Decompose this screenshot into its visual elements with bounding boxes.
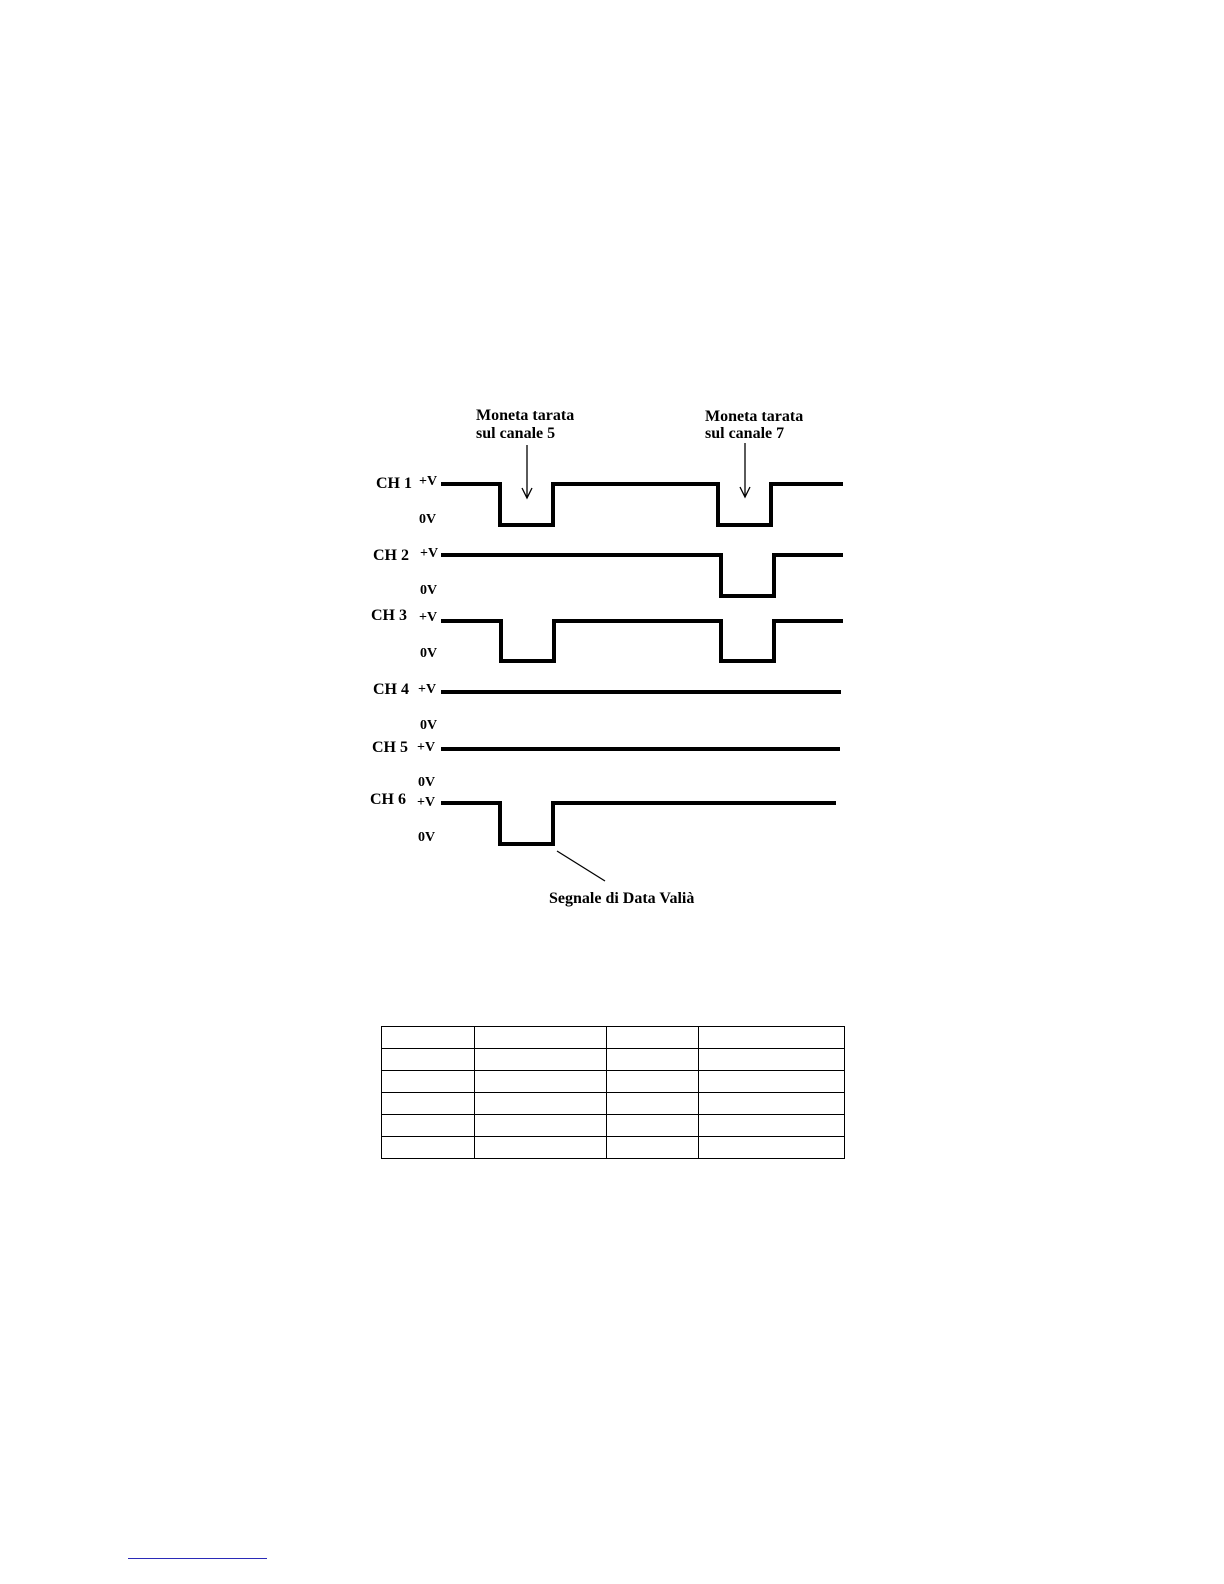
low-level-label: 0V xyxy=(418,830,436,845)
table-row xyxy=(382,1071,845,1093)
high-level-label: +V xyxy=(420,546,439,561)
channel-3-signal xyxy=(441,621,843,661)
table-cell xyxy=(607,1093,699,1115)
table-row xyxy=(382,1137,845,1159)
high-level-label: +V xyxy=(419,474,438,489)
table-cell xyxy=(382,1093,475,1115)
high-level-label: +V xyxy=(419,610,438,625)
data-valid-pointer xyxy=(557,851,605,881)
data-valid-label: Segnale di Data Valià xyxy=(549,890,695,907)
table-cell xyxy=(382,1049,475,1071)
table-cell xyxy=(607,1027,699,1049)
table-cell xyxy=(475,1115,607,1137)
table-cell xyxy=(382,1137,475,1159)
table-cell xyxy=(607,1049,699,1071)
low-level-label: 0V xyxy=(419,512,437,527)
table-cell xyxy=(607,1071,699,1093)
channel-2-signal xyxy=(441,555,843,596)
empty-table xyxy=(381,1026,845,1159)
table-row xyxy=(382,1093,845,1115)
channel-label: CH 6 xyxy=(370,791,406,808)
table-cell xyxy=(475,1027,607,1049)
table-cell xyxy=(699,1049,845,1071)
channel-label: CH 2 xyxy=(373,547,409,564)
low-level-label: 0V xyxy=(420,583,438,598)
channel-6-signal xyxy=(441,803,836,844)
footnote-separator xyxy=(128,1558,267,1559)
annotation-1-line2: sul canale 5 xyxy=(476,425,556,442)
high-level-label: +V xyxy=(417,740,436,755)
channel-label: CH 3 xyxy=(371,607,407,624)
channel-label: CH 1 xyxy=(376,475,412,492)
table-row xyxy=(382,1115,845,1137)
arrow-down-icon xyxy=(522,445,532,498)
table-cell xyxy=(607,1137,699,1159)
table-cell xyxy=(699,1027,845,1049)
table-cell xyxy=(699,1137,845,1159)
table-row xyxy=(382,1027,845,1049)
table-cell xyxy=(382,1027,475,1049)
channel-label: CH 4 xyxy=(373,681,409,698)
table-cell xyxy=(699,1115,845,1137)
table-cell xyxy=(475,1137,607,1159)
table-cell xyxy=(475,1049,607,1071)
table-cell xyxy=(382,1115,475,1137)
table-cell xyxy=(475,1071,607,1093)
table-cell xyxy=(475,1093,607,1115)
table-row xyxy=(382,1049,845,1071)
low-level-label: 0V xyxy=(420,646,438,661)
channel-1-signal xyxy=(441,484,843,525)
table-cell xyxy=(382,1071,475,1093)
channel-label: CH 5 xyxy=(372,739,408,756)
table-cell xyxy=(699,1071,845,1093)
arrow-down-icon xyxy=(740,443,750,497)
table-cell xyxy=(699,1093,845,1115)
table-cell xyxy=(607,1115,699,1137)
high-level-label: +V xyxy=(418,682,437,697)
annotation-2-line1: Moneta tarata xyxy=(705,408,804,425)
annotation-1-line1: Moneta tarata xyxy=(476,407,575,424)
low-level-label: 0V xyxy=(418,775,436,790)
annotation-2-line2: sul canale 7 xyxy=(705,425,785,442)
high-level-label: +V xyxy=(417,795,436,810)
low-level-label: 0V xyxy=(420,718,438,733)
